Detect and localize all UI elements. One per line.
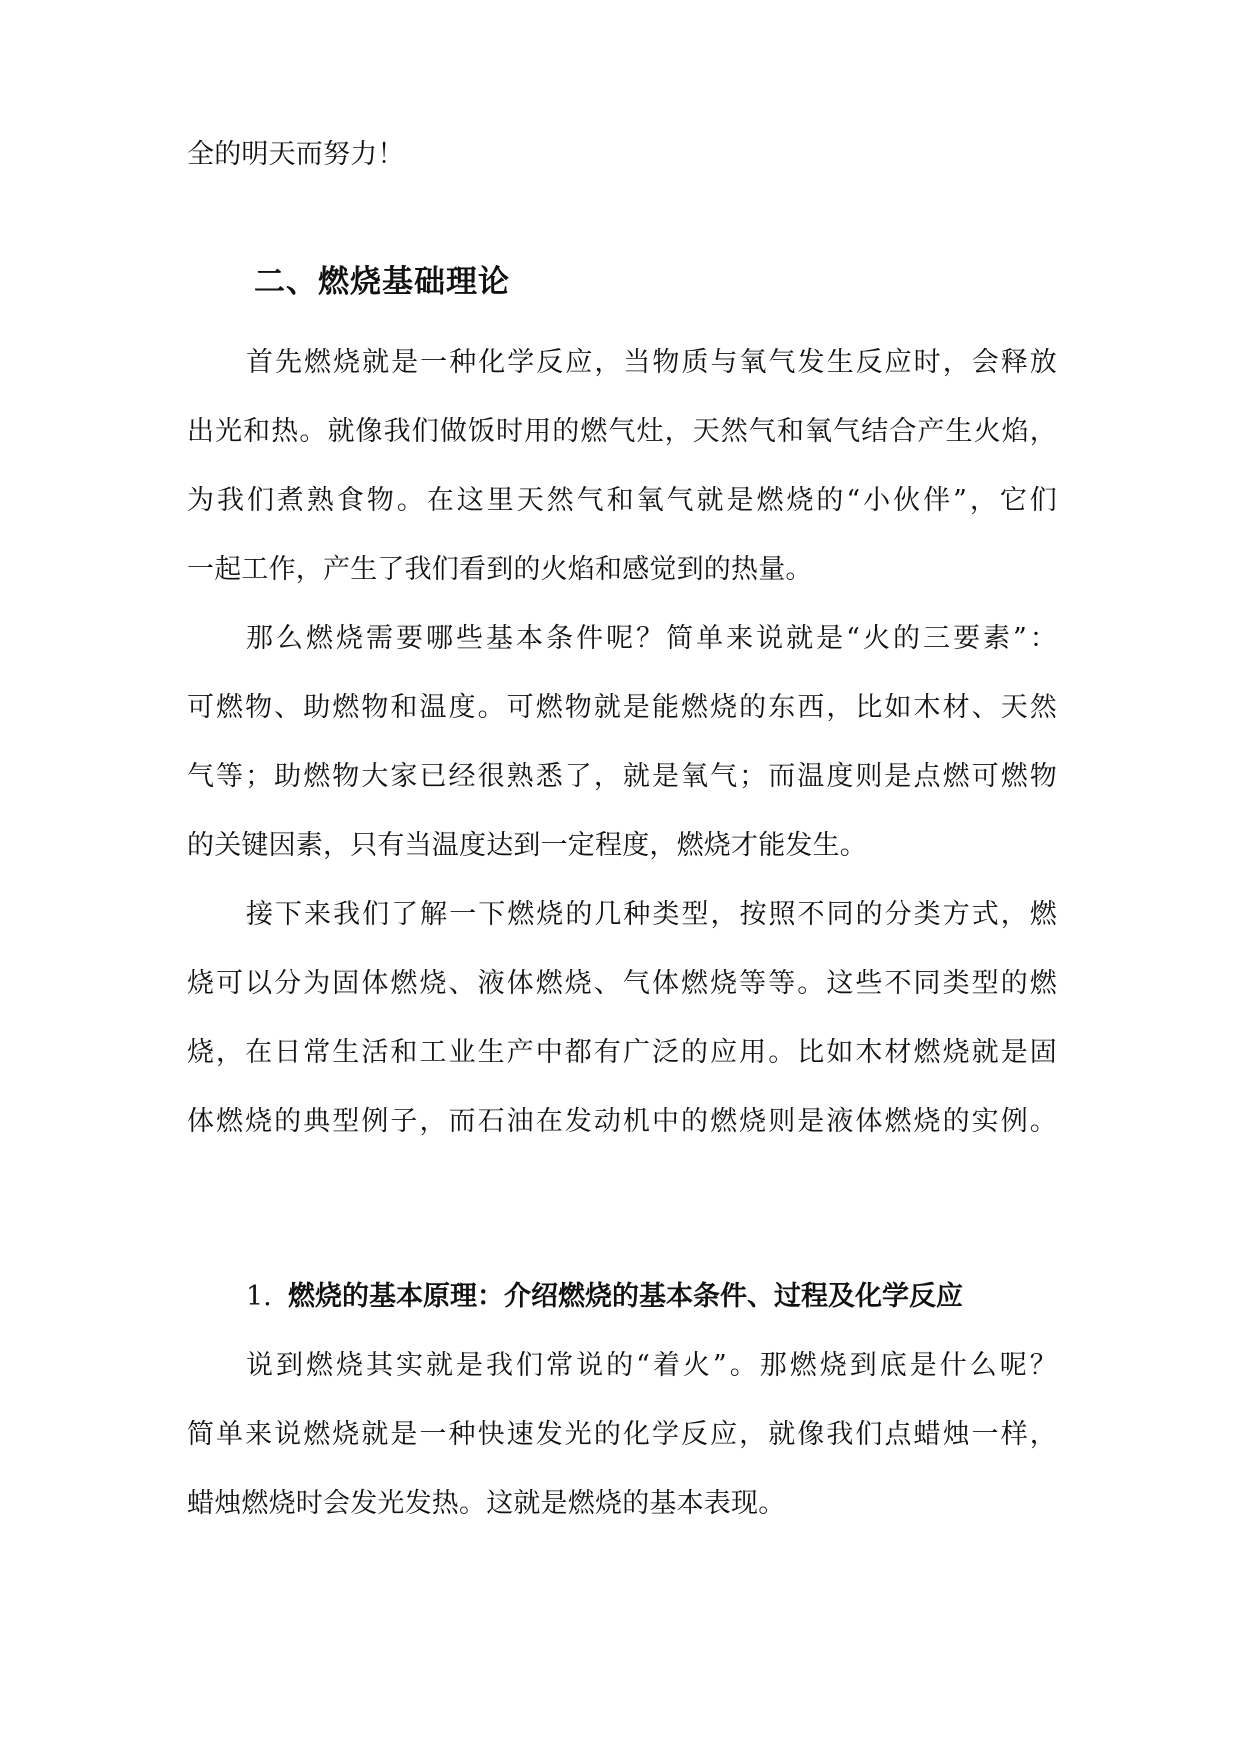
paragraph-1-line-3: 为我们煮熟食物。在这里天然气和氧气就是燃烧的“小伙伴”，它们 bbox=[187, 485, 1057, 516]
paragraph-1-line-2: 出光和热。就像我们做饭时用的燃气灶，天然气和氧气结合产生火焰， bbox=[187, 416, 1057, 447]
subsection-title: 燃烧的基本原理：介绍燃烧的基本条件、过程及化学反应 bbox=[288, 1281, 963, 1312]
paragraph-1-line-1: 首先燃烧就是一种化学反应，当物质与氧气发生反应时，会释放 bbox=[246, 347, 1057, 378]
section-heading: 二、燃烧基础理论 bbox=[254, 264, 510, 300]
paragraph-2-line-3: 气等；助燃物大家已经很熟悉了，就是氧气；而温度则是点燃可燃物 bbox=[187, 761, 1057, 792]
subsection-number: 1. bbox=[246, 1281, 272, 1312]
paragraph-3-line-4: 体燃烧的典型例子，而石油在发动机中的燃烧则是液体燃烧的实例。 bbox=[187, 1106, 1057, 1137]
paragraph-4-line-3: 蜡烛燃烧时会发光发热。这就是燃烧的基本表现。 bbox=[187, 1488, 786, 1519]
paragraph-2-line-2: 可燃物、助燃物和温度。可燃物就是能燃烧的东西，比如木材、天然 bbox=[187, 692, 1057, 723]
paragraph-1-line-4: 一起工作，产生了我们看到的火焰和感觉到的热量。 bbox=[187, 554, 813, 585]
paragraph-4-line-1: 说到燃烧其实就是我们常说的“着火”。那燃烧到底是什么呢？ bbox=[246, 1350, 1057, 1381]
paragraph-3-line-3: 烧，在日常生活和工业生产中都有广泛的应用。比如木材燃烧就是固 bbox=[187, 1037, 1057, 1068]
continued-text-line: 全的明天而努力！ bbox=[187, 139, 405, 170]
paragraph-2-line-1: 那么燃烧需要哪些基本条件呢？简单来说就是“火的三要素”： bbox=[246, 623, 1057, 654]
subsection-heading bbox=[246, 1280, 1026, 1314]
paragraph-4-line-2: 简单来说燃烧就是一种快速发光的化学反应，就像我们点蜡烛一样， bbox=[187, 1419, 1057, 1450]
paragraph-3-line-1: 接下来我们了解一下燃烧的几种类型，按照不同的分类方式，燃 bbox=[246, 899, 1057, 930]
paragraph-2-line-4: 的关键因素，只有当温度达到一定程度，燃烧才能发生。 bbox=[187, 830, 867, 861]
paragraph-3-line-2: 烧可以分为固体燃烧、液体燃烧、气体燃烧等等。这些不同类型的燃 bbox=[187, 968, 1057, 999]
